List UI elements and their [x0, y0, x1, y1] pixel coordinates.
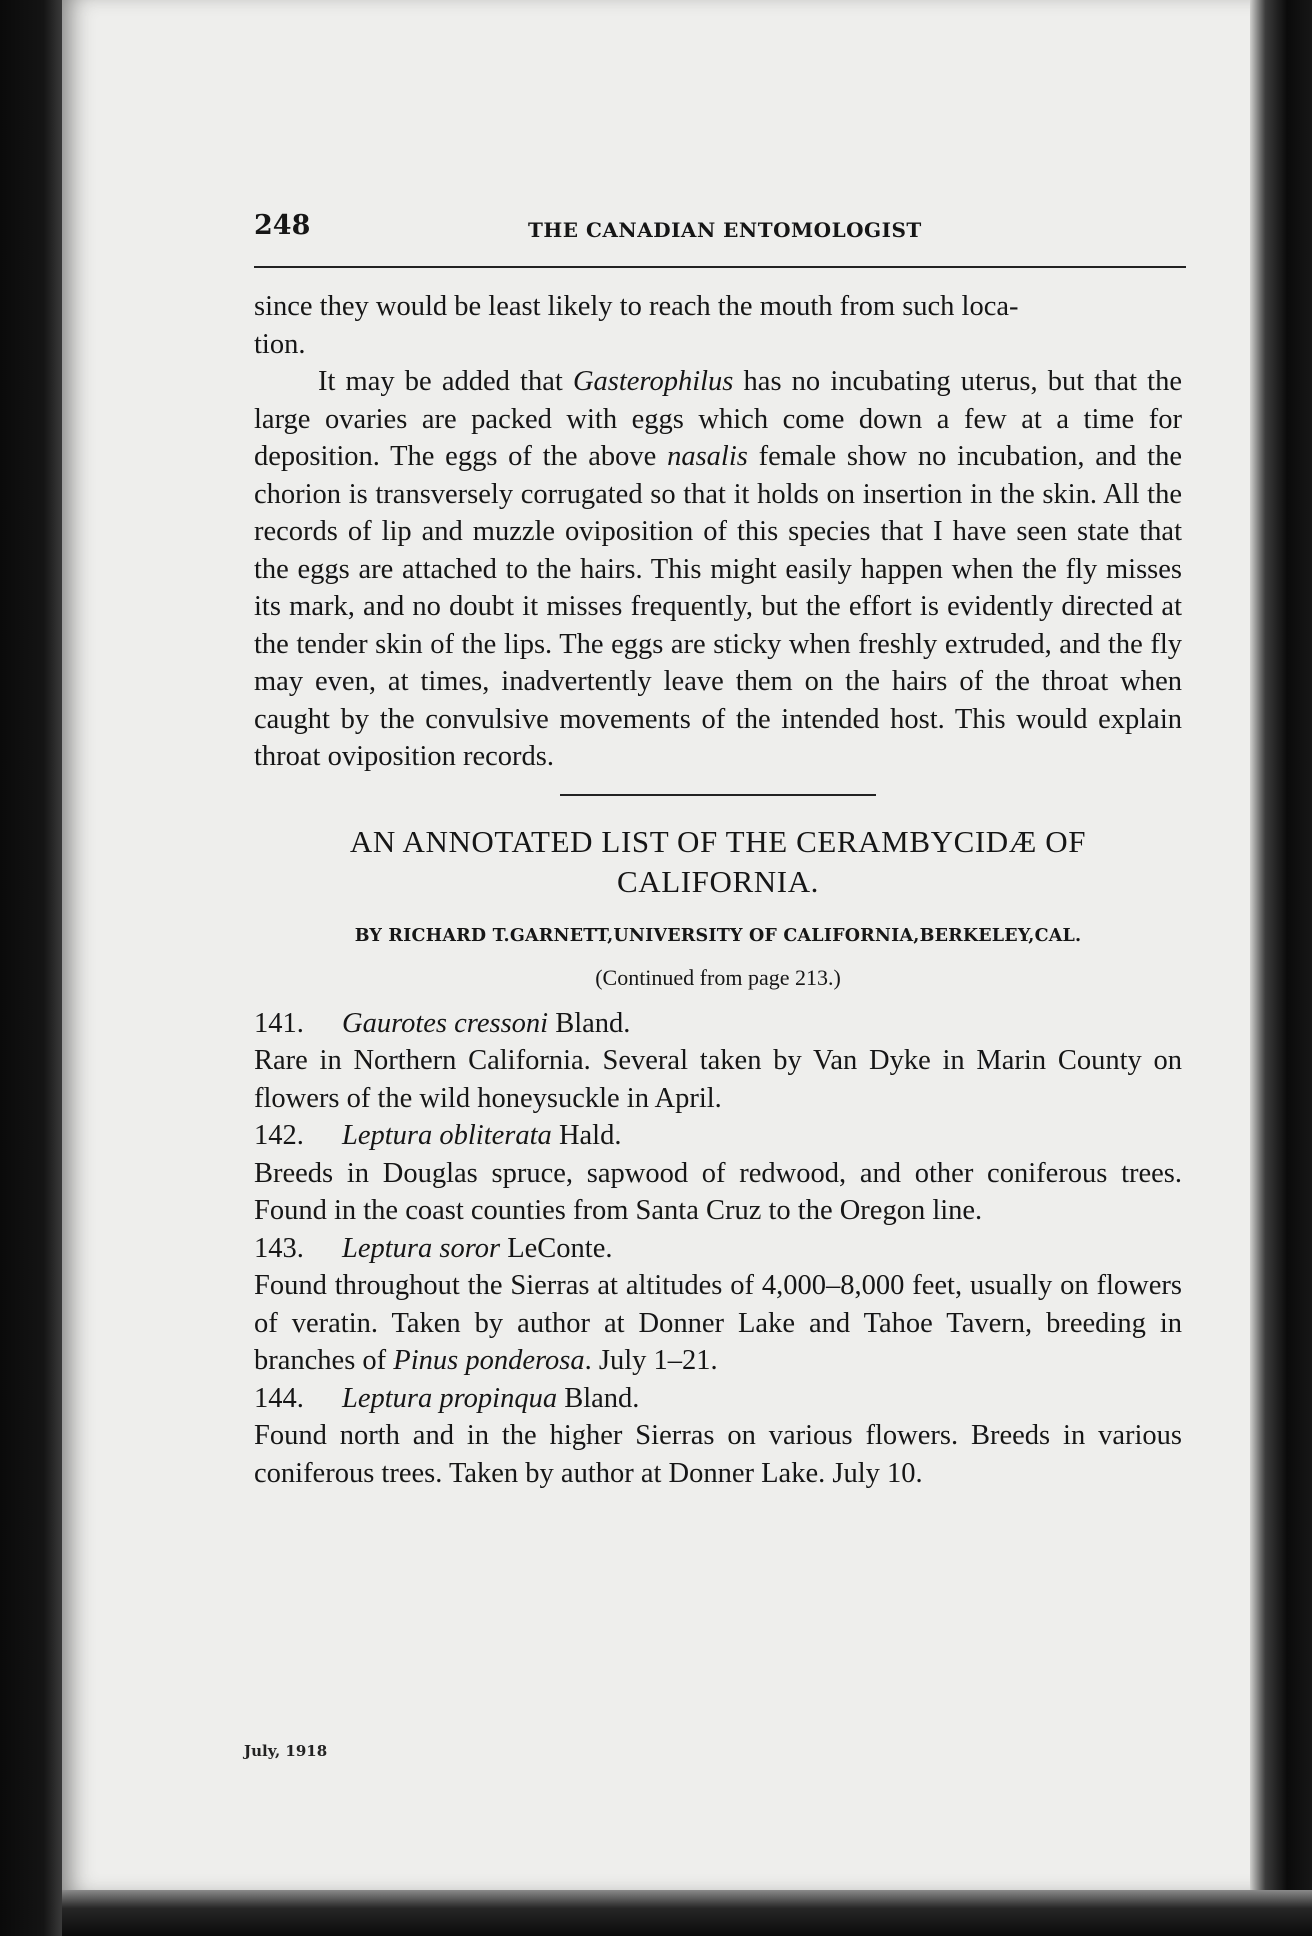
issue-date: July, 1918 — [244, 1742, 328, 1760]
entry-number: 142. — [254, 1120, 304, 1151]
entry-description — [254, 1155, 1182, 1230]
continued-paragraph — [254, 288, 1182, 363]
species-name: Leptura propinqua — [342, 1382, 558, 1414]
header-rule — [254, 266, 1186, 268]
species-list — [254, 1005, 1182, 1493]
list-item — [254, 1230, 1182, 1380]
entry-heading — [254, 1230, 1182, 1268]
article-title: AN ANNOTATED LIST OF THE CERAMBYCIDÆ OF CALIFORNIA. — [349, 823, 1087, 899]
entry-taxon — [342, 1230, 613, 1268]
paragraph-text: It may be added that — [318, 366, 573, 397]
paragraph-text: has no incubating uterus, but that the large ovaries are packed with eggs which come down a few at a time for deposition. The eggs of the above — [254, 366, 1182, 472]
section-divider — [560, 794, 876, 796]
page-content — [188, 200, 1188, 1489]
entry-taxon — [342, 1117, 621, 1155]
article-byline: BY RICHARD T.GARNETT,UNIVERSITY OF CALIFORNIA,BERKELEY,CAL. — [354, 925, 1082, 946]
description-text: Rare in Northern California. Several taken by Van Dyke in Marin County on flowers of the wild honeysuckle in April. — [254, 1045, 1182, 1114]
continued-line-2: tion. — [254, 328, 306, 360]
list-item — [254, 1380, 1182, 1493]
paragraph-text: female show no incubation, and the chorion is transversely corrugated so that it holds on insertion in the skin. All the records of lip and muzzle oviposition of this species that I have seen state that the eggs are attached to the hairs. This might easily happen when the fly misses its mark, and no doubt it misses frequently, but the effort is evidently directed at the tender skin of the lips. The eggs are sticky when freshly extruded, and the fly may even, at times, inadvertently leave them on the hairs of the throat when caught by the convulsive movements of the intended host. This would explain throat oviposition records. — [254, 441, 1182, 772]
description-italic: Pinus ponderosa — [393, 1345, 585, 1376]
page-number: 248 — [254, 210, 311, 241]
species-name: Leptura soror — [342, 1232, 501, 1264]
entry-description — [254, 1267, 1182, 1380]
page-edge-right — [1250, 0, 1312, 1936]
description-text: . July 1–21. — [584, 1345, 718, 1376]
entry-number: 141. — [254, 1007, 304, 1039]
continued-line-1: since they would be least likely to reach the mouth from such loca- — [254, 291, 1019, 322]
entry-heading — [254, 1380, 1182, 1418]
running-head — [188, 200, 1188, 254]
species-author: Hald. — [551, 1120, 622, 1151]
entry-description — [254, 1417, 1182, 1492]
entry-number: 144. — [254, 1382, 304, 1414]
description-text: Found north and in the higher Sierras on various flowers. Breeds in various coniferous trees. Taken by author at Donner Lake. July 10. — [254, 1420, 1182, 1489]
book-spine-shadow — [0, 0, 62, 1936]
body-text — [254, 288, 1182, 1492]
description-text: Breeds in Douglas spruce, sapwood of redwood, and other coniferous trees. Found in the coast counties from Santa Cruz to the Oregon line. — [254, 1157, 1182, 1226]
entry-description — [254, 1042, 1182, 1117]
genus-name: Gasterophilus — [572, 366, 734, 397]
list-item — [254, 1117, 1182, 1230]
species-name: nasalis — [667, 441, 748, 472]
entry-taxon — [342, 1380, 639, 1418]
entry-number: 143. — [254, 1232, 304, 1264]
entry-heading — [254, 1005, 1182, 1043]
journal-title: THE CANADIAN ENTOMOLOGIST — [528, 218, 922, 242]
species-author: Bland. — [548, 1007, 631, 1039]
species-author: Bland. — [557, 1382, 640, 1414]
species-name: Gaurotes cressoni — [342, 1007, 549, 1039]
continued-note: (Continued from page 213.) — [595, 965, 841, 990]
entry-heading — [254, 1117, 1182, 1155]
paragraph — [254, 363, 1182, 776]
description-text: Found throughout the Sierras at altitudes of 4,000–8,000 feet, usually on flowers of veratin. Taken by author at Donner Lake and Tahoe Tavern, breeding in branches of — [254, 1270, 1182, 1376]
list-item — [254, 1005, 1182, 1118]
entry-taxon — [342, 1005, 630, 1043]
species-name: Leptura obliterata — [342, 1120, 552, 1151]
page-edge-bottom — [62, 1890, 1312, 1936]
species-author: LeConte. — [500, 1232, 613, 1264]
